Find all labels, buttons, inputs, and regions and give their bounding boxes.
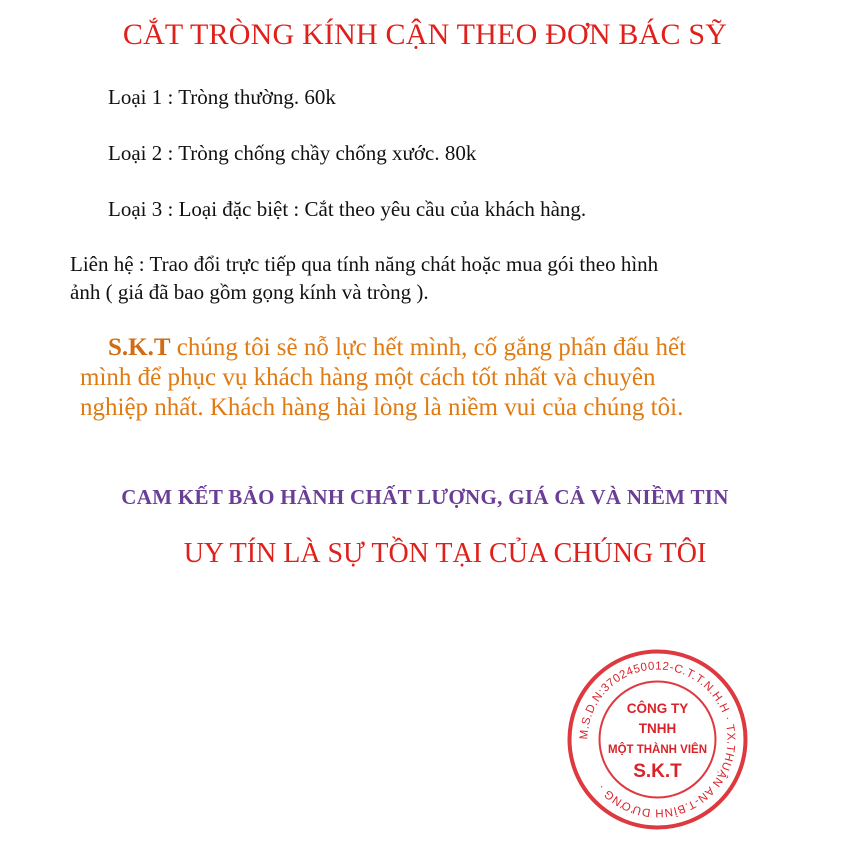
contact-text: [70, 250, 790, 306]
seal-line-3: MỘT THÀNH VIÊN: [607, 744, 708, 756]
guarantee-heading: CAM KẾT BẢO HÀNH CHẤT LƯỢNG, GIÁ CẢ VÀ NIỀM TIN: [121, 485, 729, 509]
brand-name: S.K.T: [108, 334, 171, 361]
seal-outer-text: M.S.D.N:3702450012-C.T.T.N.H.H · TX.THUẬN AN-T.BÌNH DƯƠNG ·: [578, 660, 737, 819]
price-item-3: Loại 3 : Loại đặc biệt : Cắt theo yêu cầu của khách hàng.: [108, 197, 587, 221]
price-item-1: Loại 1 : Tròng thường. 60k: [108, 85, 336, 109]
seal-outer-ring: [570, 652, 746, 828]
company-seal-stamp: [565, 647, 750, 832]
commitment-line-1-text: chúng tôi sẽ nỗ lực hết mình, cố gắng phấn đấu hết: [170, 334, 687, 361]
commitment-line-1: [80, 333, 780, 363]
seal-line-4: S.K.T: [633, 761, 682, 782]
seal-line-2: TNHH: [638, 721, 677, 736]
commitment-paragraph: [80, 333, 780, 423]
contact-line-1: Liên hệ : Trao đổi trực tiếp qua tính năng chát hoặc mua gói theo hình: [70, 252, 659, 276]
page-title: CẮT TRÒNG KÍNH CẬN THEO ĐƠN BÁC SỸ: [122, 18, 728, 51]
seal-line-1: CÔNG TY: [626, 701, 689, 716]
slogan-heading: UY TÍN LÀ SỰ TỒN TẠI CỦA CHÚNG TÔI: [183, 538, 707, 569]
contact-line-2: ảnh ( giá đã bao gồm gọng kính và tròng ).: [70, 280, 429, 304]
commitment-line-2: mình để phục vụ khách hàng một cách tốt nhất và chuyên: [80, 364, 656, 391]
price-item-2: Loại 2 : Tròng chống chầy chống xước. 80k: [108, 141, 477, 165]
commitment-line-3: nghiệp nhất. Khách hàng hài lòng là niềm vui của chúng tôi.: [80, 394, 684, 421]
